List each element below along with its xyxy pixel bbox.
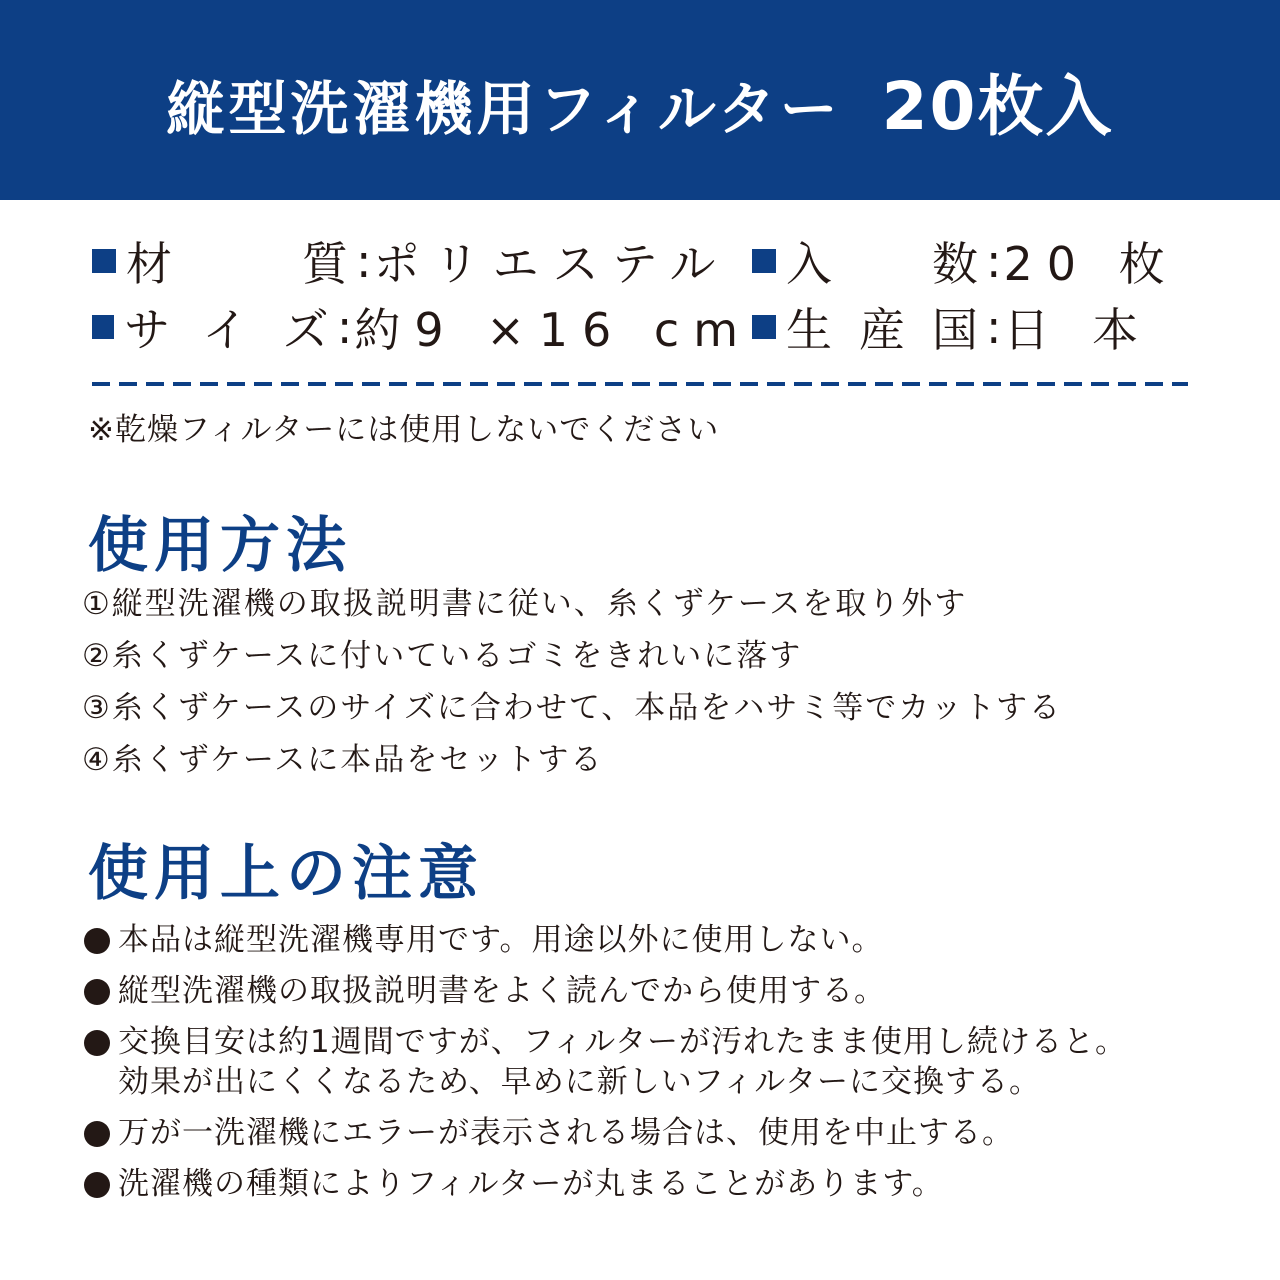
spec-quantity bbox=[752, 228, 1192, 294]
spec-origin bbox=[752, 294, 1192, 360]
square-bullet-icon bbox=[92, 315, 114, 339]
spec-label: 入数 bbox=[786, 237, 984, 291]
caution-list bbox=[84, 920, 1214, 1215]
round-bullet-icon bbox=[84, 979, 110, 1005]
caution-item bbox=[84, 971, 1214, 1011]
title-banner bbox=[0, 0, 1280, 200]
spec-value: 日 本 bbox=[1003, 303, 1153, 357]
spec-colon: : bbox=[986, 300, 1002, 354]
square-bullet-icon bbox=[92, 249, 116, 273]
spec-colon: : bbox=[986, 234, 1002, 288]
spec-row bbox=[92, 294, 1192, 360]
spec-material bbox=[92, 228, 752, 294]
square-bullet-icon bbox=[752, 249, 776, 273]
caution-item bbox=[84, 920, 1214, 960]
spec-table bbox=[92, 228, 1192, 360]
usage-step: ④糸くずケースに本品をセットする bbox=[82, 742, 604, 778]
spec-value: ポリエステル bbox=[373, 237, 730, 291]
spec-label: 生産国 bbox=[786, 303, 984, 357]
round-bullet-icon bbox=[84, 1172, 110, 1198]
caution-item bbox=[84, 1113, 1214, 1153]
dashed-divider bbox=[92, 382, 1188, 386]
spec-size bbox=[92, 294, 752, 360]
round-bullet-icon bbox=[84, 1121, 110, 1147]
square-bullet-icon bbox=[752, 315, 776, 339]
caution-text: 本品は縦型洗濯機専用です。用途以外に使用しない。 bbox=[118, 922, 884, 958]
spec-colon: : bbox=[336, 300, 353, 354]
spec-value: 約9 ×16 cm bbox=[354, 303, 752, 357]
caution-text: 交換目安は約1週間ですが、フィルターが汚れたまま使用し続けると。 効果が出にくくなるため、早めに新しいフィルターに交換する。 bbox=[118, 1024, 1127, 1100]
product-title bbox=[167, 53, 1114, 148]
caution-heading: 使用上の注意 bbox=[88, 839, 484, 909]
spec-colon: : bbox=[356, 234, 372, 288]
caution-item bbox=[84, 1022, 1214, 1102]
round-bullet-icon bbox=[84, 928, 110, 954]
usage-heading: 使用方法 bbox=[88, 511, 352, 581]
dryer-filter-note: ※乾燥フィルターには使用しないでください bbox=[88, 412, 720, 448]
usage-step: ③糸くずケースのサイズに合わせて、本品をハサミ等でカットする bbox=[82, 690, 1062, 726]
spec-label: 材質 bbox=[126, 237, 354, 291]
product-count: 20枚入 bbox=[881, 67, 1114, 145]
spec-value: 20 枚 bbox=[1003, 237, 1179, 291]
caution-text: 万が一洗濯機にエラーが表示される場合は、使用を中止する。 bbox=[118, 1115, 1014, 1151]
spec-label: サイズ bbox=[124, 303, 335, 357]
round-bullet-icon bbox=[84, 1030, 110, 1056]
caution-text: 洗濯機の種類によりフィルターが丸まることがあります。 bbox=[118, 1166, 944, 1202]
usage-step: ①縦型洗濯機の取扱説明書に従い、糸くずケースを取り外す bbox=[82, 586, 968, 622]
spec-row bbox=[92, 228, 1192, 294]
product-name: 縦型洗濯機用フィルター bbox=[166, 74, 842, 143]
caution-item bbox=[84, 1164, 1214, 1204]
usage-step: ②糸くずケースに付いているゴミをきれいに落す bbox=[82, 638, 803, 674]
caution-text: 縦型洗濯機の取扱説明書をよく読んでから使用する。 bbox=[118, 973, 886, 1009]
usage-steps bbox=[82, 582, 1062, 790]
